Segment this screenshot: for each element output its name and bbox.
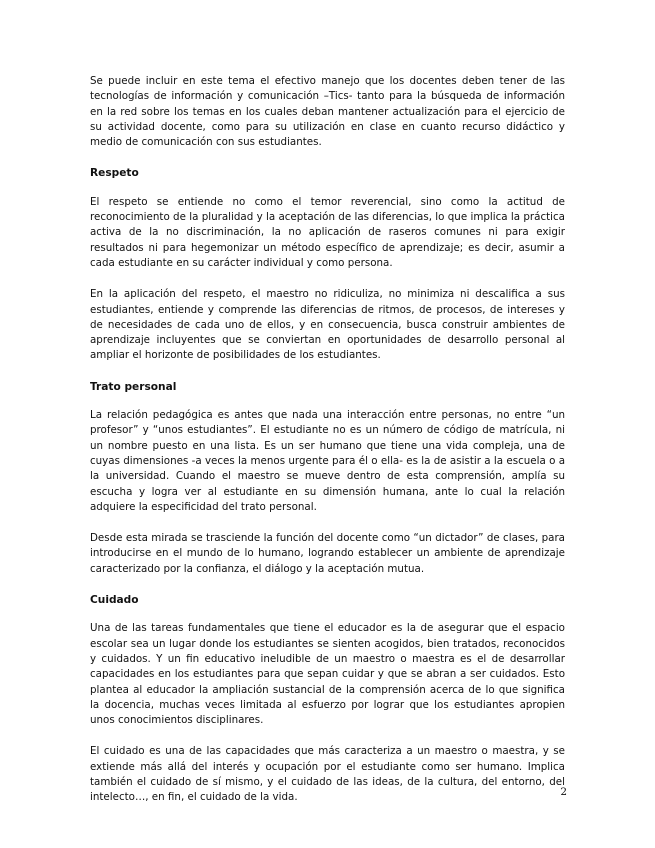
section-heading: Cuidado <box>90 594 139 607</box>
section-trato-personal <box>90 380 565 577</box>
paragraph: El cuidado es una de las capacidades que más caracteriza a un maestro o maestra, y se extiende más allá del interés y ocupación por el estudiante como ser humano. Implica también el cuidado de sí mismo, y el cuidado de las ideas, de la cultura, del entorno, del intelecto…, en fin, el cuidado de la vida. <box>90 745 565 804</box>
section-cuidado <box>90 593 565 806</box>
paragraph: La relación pedagógica es antes que nada una interacción entre personas, no entre “un profesor” y “unos estudiantes”. El estudiante no es un número de código de matrícula, ni un nombre puesto en una lista. Es un ser humano que tiene una vida compleja, una de cuyas dimensiones -a veces la menos urgente para él o ella- es la de asistir a la escuela o a la universidad. Cuando el maestro se mueve dentro de esta comprensión, amplía su escucha y logra ver al estudiante en su dimensión humana, ante lo cual la relación adquiere la especificidad del trato personal. <box>90 409 565 513</box>
paragraph: El respeto se entiende no como el temor reverencial, sino como la actitud de reconocimiento de la pluralidad y la aceptación de las diferencias, lo que implica la práctica activa de la no discriminación, la no aplicación de raseros comunes ni para exigir resultados ni para hegemonizar un método específico de aprendizaje; es decir, asumir a cada estudiante en su carácter individual y como persona. <box>90 195 565 269</box>
paragraph: Desde esta mirada se trasciende la función del docente como “un dictador” de clases, para introducirse en el mundo de lo humano, logrando establecer un ambiente de aprendizaje caracterizado por la confianza, el diálogo y la aceptación mutua. <box>90 532 565 575</box>
section-respeto <box>90 166 565 363</box>
section-heading: Trato personal <box>90 380 177 393</box>
paragraph: Una de las tareas fundamentales que tiene el educador es la de asegurar que el espacio escolar sea un lugar donde los estudiantes se sienten acogidos, bien tratados, reconocidos y cuidados. Y un fin educativo ineludible de un maestro o maestra es el de desarrollar capacidades en los estudiantes para que sepan cuidar y que se abran a ser cuidados. Esto plantea al educador la ampliación sustancial de la comprensión acerca de lo que significa la docencia, muchas veces limitada al esfuerzo por lograr que los estudiantes apropien unos conocimientos disciplinares. <box>90 622 565 727</box>
intro-paragraph: Se puede incluir en este tema el efectivo manejo que los docentes deben tener de las tecnologías de información y comunicación –Tics- tanto para la búsqueda de información en la red sobre los temas en los cuales deban mantener actualización para el ejercicio de su actividad docente, como para su utilización en clase en cuanto recurso didáctico y medio de comunicación con sus estudiantes. <box>90 75 565 149</box>
document-page <box>90 74 565 822</box>
section-heading: Respeto <box>90 167 139 180</box>
paragraph: En la aplicación del respeto, el maestro no ridiculiza, no minimiza ni descalifica a sus estudiantes, entiende y comprende las diferencias de ritmos, de procesos, de intereses y de necesidades de cada uno de ellos, y en consecuencia, busca construir ambientes de aprendizaje incluyentes que se conviertan en oportunidades de desarrollo personal al ampliar el horizonte de posibilidades de los estudiantes. <box>90 288 565 362</box>
page-number: 2 <box>560 786 567 798</box>
